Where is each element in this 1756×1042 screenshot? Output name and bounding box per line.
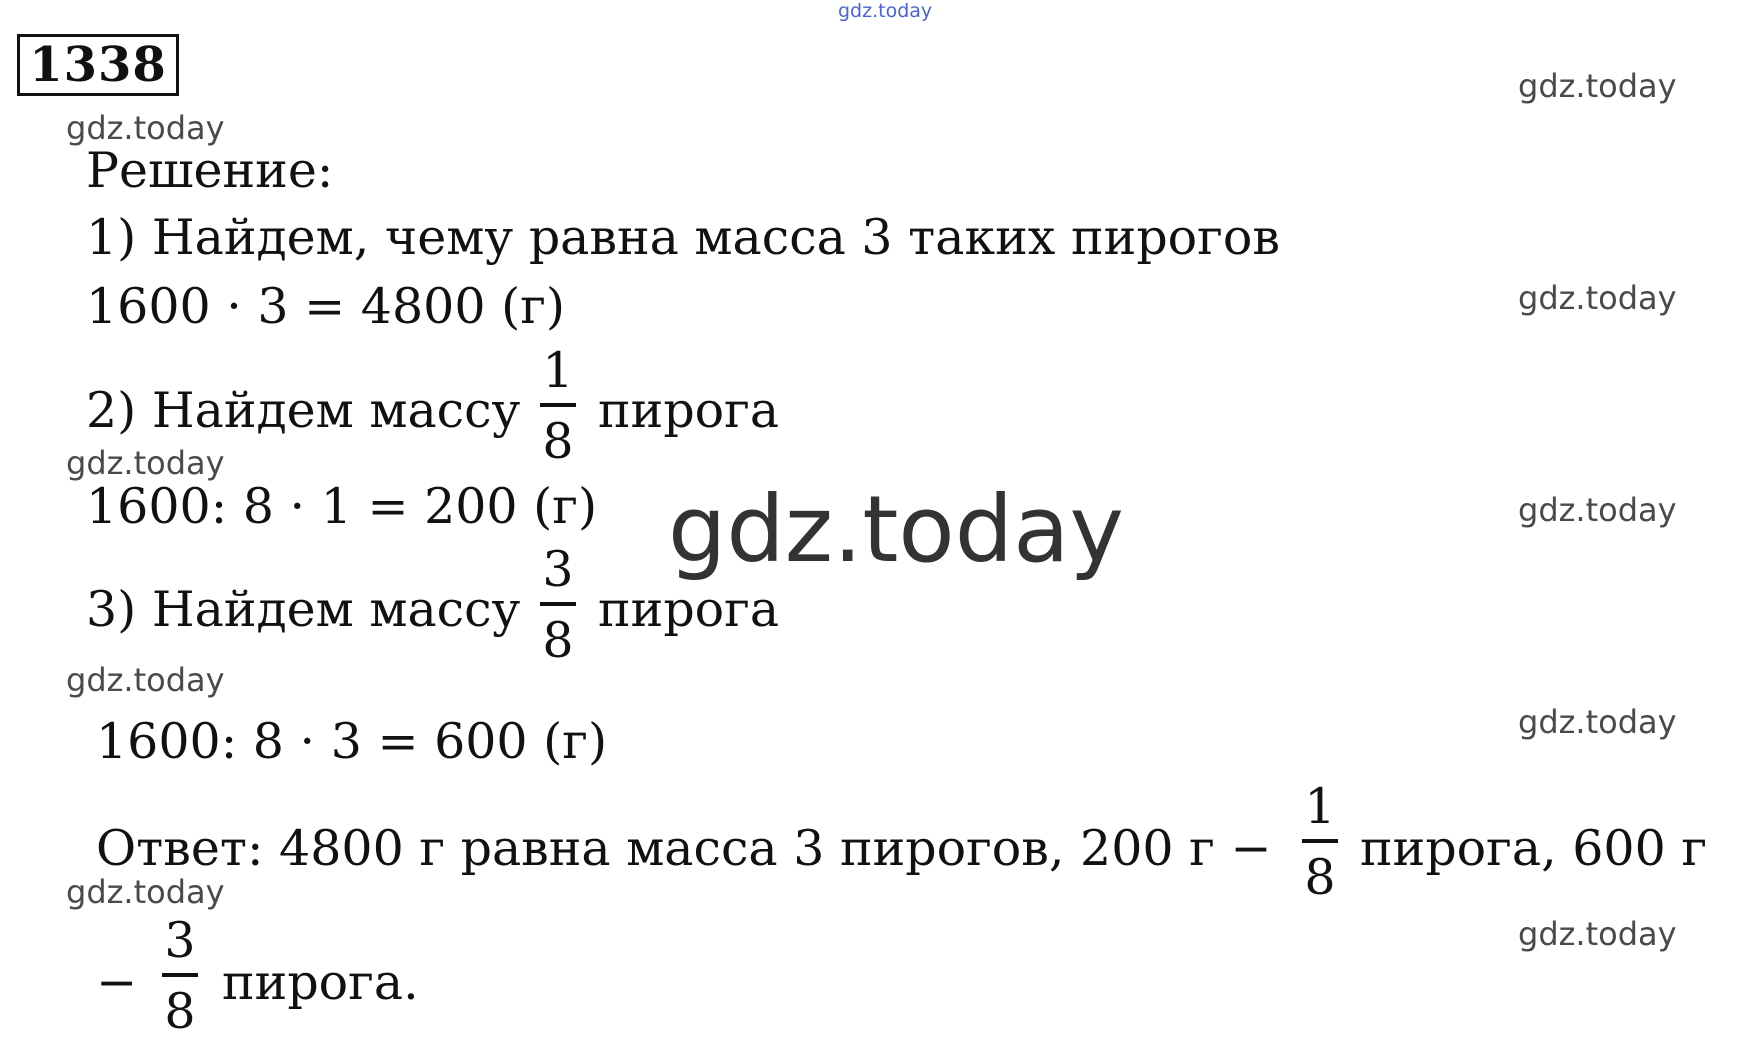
watermark: gdz.today: [1518, 915, 1677, 953]
answer-fraction-1: [1302, 778, 1338, 906]
fraction-bar: [1302, 839, 1338, 843]
fraction-denominator: 8: [542, 413, 574, 470]
calc-3: 1600: 8 · 3 = 600 (г): [96, 713, 608, 770]
calc-1: 1600 · 3 = 4800 (г): [86, 278, 565, 335]
watermark-large: gdz.today: [668, 476, 1124, 583]
step-2-fraction: [540, 342, 576, 470]
step-3-fraction: [540, 541, 576, 669]
fraction-numerator: 3: [164, 912, 196, 969]
fraction-bar: [540, 403, 576, 407]
answer-text-continued: пирога, 600 г: [1360, 820, 1707, 877]
answer-text: Ответ: 4800 г равна масса 3 пирогов, 200 г −: [96, 820, 1272, 877]
step-3-text: 3) Найдем массу: [86, 581, 521, 638]
watermark: gdz.today: [1518, 491, 1677, 529]
fraction-bar: [540, 602, 576, 606]
fraction-numerator: 3: [542, 541, 574, 598]
answer-dash: −: [96, 954, 138, 1011]
fraction-bar: [162, 973, 198, 977]
watermark: gdz.today: [66, 873, 225, 911]
fraction-denominator: 8: [164, 983, 196, 1040]
fraction-denominator: 8: [1304, 849, 1336, 906]
watermark: gdz.today: [66, 109, 225, 147]
step-2-text: 2) Найдем массу: [86, 382, 521, 439]
watermark: gdz.today: [1518, 279, 1677, 317]
answer-text-end: пирога.: [222, 954, 419, 1011]
fraction-numerator: 1: [1304, 778, 1336, 835]
watermark: gdz.today: [1518, 67, 1677, 105]
watermark: gdz.today: [1518, 703, 1677, 741]
step-3-suffix: пирога: [598, 581, 780, 638]
step-1-text: 1) Найдем, чему равна масса 3 таких пирогов: [86, 209, 1280, 266]
solution-heading: Решение:: [86, 142, 334, 199]
problem-number: 1338: [17, 34, 179, 96]
watermark-top: gdz.today: [838, 0, 933, 22]
watermark: gdz.today: [66, 661, 225, 699]
answer-fraction-2: [162, 912, 198, 1040]
fraction-numerator: 1: [542, 342, 574, 399]
step-2-suffix: пирога: [598, 382, 780, 439]
watermark: gdz.today: [66, 444, 225, 482]
fraction-denominator: 8: [542, 612, 574, 669]
calc-2: 1600: 8 · 1 = 200 (г): [86, 478, 598, 535]
